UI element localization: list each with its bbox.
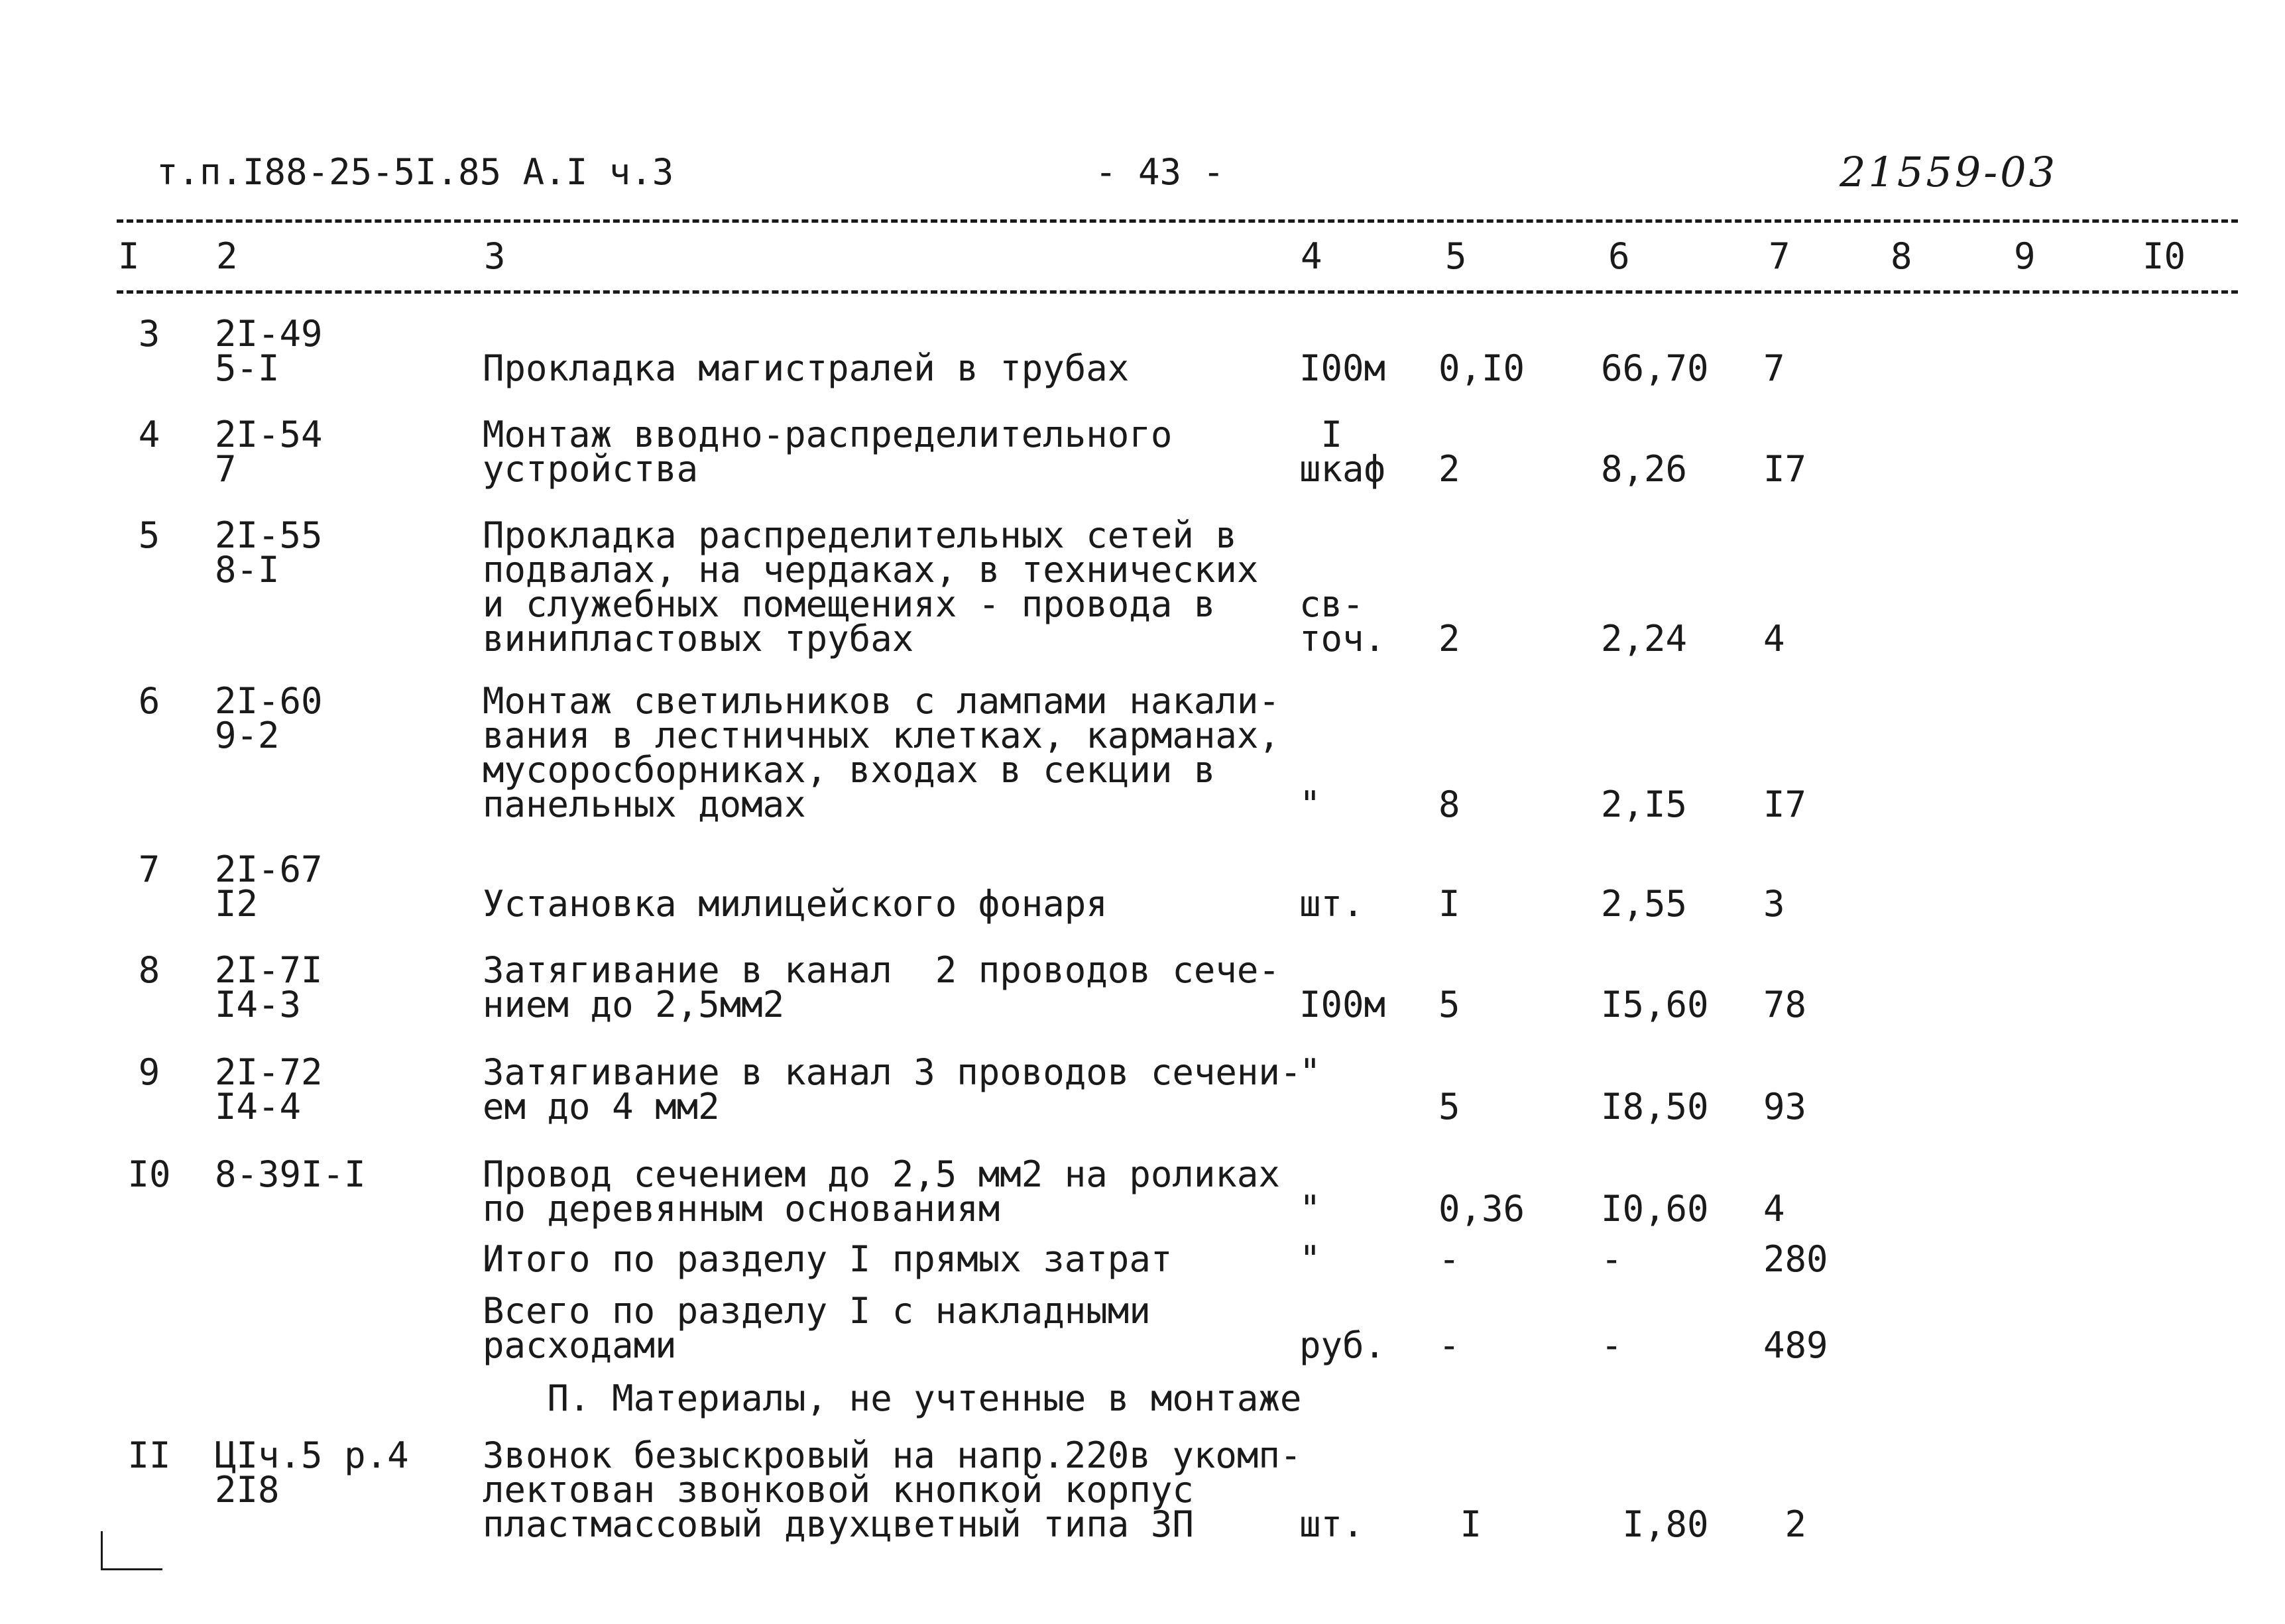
unit-price: I5,60 <box>1601 984 1709 1025</box>
total-cost: 3 <box>1763 883 1785 925</box>
rate-code: 2I-60 9-2 <box>215 680 323 756</box>
total-cost: I7 <box>1763 448 1807 490</box>
quantity: - <box>1438 1324 1460 1366</box>
row-number: 3 <box>138 313 160 355</box>
total-value: 489 <box>1763 1324 1828 1366</box>
column-header: 6 <box>1608 235 1630 277</box>
quantity: 0,36 <box>1438 1188 1525 1230</box>
unit-price: 8,26 <box>1601 448 1688 490</box>
quantity: 0,I0 <box>1438 347 1525 389</box>
total-cost: 4 <box>1763 1188 1785 1230</box>
row-number: 4 <box>138 414 160 455</box>
column-header: 4 <box>1301 235 1322 277</box>
column-header: 9 <box>2014 235 2036 277</box>
section-heading: П. Материалы, не учтенные в монтаже <box>483 1377 1302 1419</box>
column-header: I <box>118 235 140 277</box>
row-number: 7 <box>138 848 160 890</box>
rate-code: 2I-54 7 <box>215 414 323 490</box>
quantity: 8 <box>1438 783 1460 825</box>
unit: шт. <box>1299 1503 1364 1545</box>
page-number: - 43 - <box>1095 151 1225 193</box>
unit: I шкаф <box>1299 414 1386 490</box>
unit: I00м <box>1299 984 1386 1025</box>
quantity: 5 <box>1438 1086 1460 1128</box>
unit-price: I,80 <box>1622 1503 1709 1545</box>
work-description: Прокладка распределительных сетей в подвалах, на чердаках, в технических и служебных помещениях - провода в винипластовых трубах <box>483 514 1259 660</box>
unit-price: I8,50 <box>1601 1086 1709 1128</box>
work-description: Прокладка магистралей в трубах <box>483 347 1130 389</box>
work-description: Звонок безыскровый на напр.220в укомп- лектован звонковой кнопкой корпус пластмассовый двухцветный типа ЗП <box>483 1434 1302 1545</box>
corner-mark <box>101 1531 162 1570</box>
rate-code: 2I-67 I2 <box>215 848 323 925</box>
unit-price: I0,60 <box>1601 1188 1709 1230</box>
table-header-rule <box>117 290 2238 294</box>
unit-price: 66,70 <box>1601 347 1709 389</box>
unit-price: 2,55 <box>1601 883 1688 925</box>
unit-price: 2,24 <box>1601 618 1688 660</box>
rate-code: ЦIч.5 р.4 2I8 <box>215 1434 409 1511</box>
rate-code: 2I-55 8-I <box>215 514 323 591</box>
rate-code: 8-39I-I <box>215 1153 366 1195</box>
total-cost: I7 <box>1763 783 1807 825</box>
column-number-row <box>0 235 2285 282</box>
quantity: - <box>1438 1238 1460 1280</box>
work-description: Провод сечением до 2,5 мм2 на роликах по деревянным основаниям <box>483 1153 1280 1230</box>
rate-code: 2I-7I I4-3 <box>215 949 323 1025</box>
quantity: 2 <box>1438 448 1460 490</box>
column-header: 2 <box>216 235 238 277</box>
sheet-number: 21559-03 <box>1840 148 2058 196</box>
total-cost: 7 <box>1763 347 1785 389</box>
column-header: 7 <box>1769 235 1790 277</box>
column-header: I0 <box>2142 235 2186 277</box>
subtotal-value: 280 <box>1763 1238 1828 1280</box>
row-number: 6 <box>138 680 160 722</box>
row-number: 5 <box>138 514 160 556</box>
work-description: Установка милицейского фонаря <box>483 883 1108 925</box>
unit-price: - <box>1601 1324 1623 1366</box>
work-description: Монтаж вводно-распределительного устройства <box>483 414 1173 490</box>
column-header: 3 <box>484 235 506 277</box>
subtotal-label: Итого по разделу I прямых затрат <box>483 1238 1173 1280</box>
unit-price: - <box>1601 1238 1623 1280</box>
total-cost: 93 <box>1763 1086 1807 1128</box>
work-description: Затягивание в канал 3 проводов сечени- ем до 4 мм2 <box>483 1051 1302 1128</box>
total-cost: 2 <box>1785 1503 1807 1545</box>
row-number: I0 <box>127 1153 171 1195</box>
unit: " <box>1299 1238 1321 1280</box>
unit: " <box>1299 783 1321 825</box>
quantity: 5 <box>1438 984 1460 1025</box>
quantity: I <box>1438 883 1460 925</box>
row-number: 9 <box>138 1051 160 1093</box>
unit: I00м <box>1299 347 1386 389</box>
unit: " <box>1299 1051 1321 1093</box>
column-header: 8 <box>1891 235 1912 277</box>
quantity: I <box>1460 1503 1482 1545</box>
rate-code: 2I-49 5-I <box>215 313 323 389</box>
column-header: 5 <box>1445 235 1467 277</box>
unit: шт. <box>1299 883 1364 925</box>
unit: руб. <box>1299 1324 1386 1366</box>
work-description: Затягивание в канал 2 проводов сече- нием до 2,5мм2 <box>483 949 1280 1025</box>
rate-code: 2I-72 I4-4 <box>215 1051 323 1128</box>
unit: св- точ. <box>1299 583 1386 660</box>
row-number: II <box>127 1434 171 1476</box>
quantity: 2 <box>1438 618 1460 660</box>
total-label: Всего по разделу I с накладными расходами <box>483 1290 1151 1366</box>
row-number: 8 <box>138 949 160 991</box>
work-description: Монтаж светильников с лампами накали- вания в лестничных клетках, карманах, мусоросборниках, входах в секции в панельных домах <box>483 680 1280 825</box>
unit-price: 2,I5 <box>1601 783 1688 825</box>
table-top-rule <box>117 219 2238 223</box>
document-reference: т.п.I88-25-5I.85 А.I ч.3 <box>156 151 674 193</box>
unit: " <box>1299 1188 1321 1230</box>
total-cost: 78 <box>1763 984 1807 1025</box>
total-cost: 4 <box>1763 618 1785 660</box>
